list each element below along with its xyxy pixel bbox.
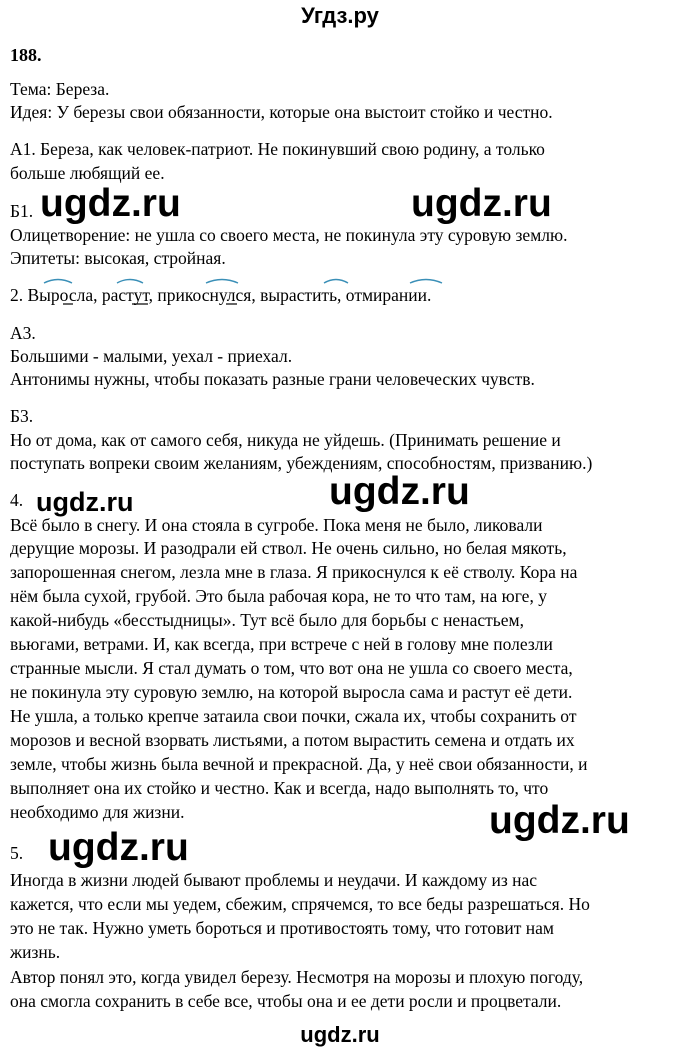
watermark: ugdz.ru bbox=[411, 182, 552, 225]
root-arc-mark bbox=[44, 280, 72, 284]
answer-b1-line: Эпитеты: высокая, стройная. bbox=[10, 248, 226, 268]
answer-a3-line: Большими - малыми, уехал - приехал. bbox=[10, 346, 293, 366]
answer-5-line: она смогла сохранить в себе все, чтобы она и ее дети росли и процветали. bbox=[10, 991, 562, 1011]
answer-4-line: необходимо для жизни. bbox=[10, 802, 185, 822]
root-arc-mark bbox=[117, 280, 143, 284]
answer-4-line: дерущие морозы. И разодрали ей ствол. Не очень сильно, но белая мякоть, bbox=[10, 538, 567, 558]
watermark: ugdz.ru bbox=[36, 487, 134, 517]
answer-4-line: Всё было в снегу. И она стояла в сугробе. Пока меня не было, ликовали bbox=[10, 515, 543, 535]
answer-b1-line: Олицетворение: не ушла со своего места, не покинула эту суровую землю. bbox=[10, 225, 568, 245]
answer-a1-line: больше любящий ее. bbox=[10, 163, 165, 183]
answer-5-line: это не так. Нужно уметь бороться и противостоять тому, что готовит нам bbox=[10, 918, 554, 938]
answer-4-line: странные мысли. Я стал думать о том, что вот она не ушла со своего места, bbox=[10, 658, 573, 678]
answer-4-line: Не ушла, а только крепче затаила свои почки, сжала их, чтобы сохранить от bbox=[10, 706, 577, 726]
answer-2-line: 2. Выросла, растут, прикоснулся, вырастить, отмирании. bbox=[10, 285, 432, 305]
answer-a3-line: Антонимы нужны, чтобы показать разные грани человеческих чувств. bbox=[10, 369, 535, 389]
answer-4-line: запорошенная снегом, лезла мне в глаза. Я прикоснулся к её стволу. Кора на bbox=[10, 562, 578, 582]
answer-4-line: выполняет она их стойко и честно. Как и всегда, надо выполнять то, что bbox=[10, 778, 549, 798]
answer-5-line: кажется, что если мы уедем, сбежим, спрячемся, то все беды разрешаться. Но bbox=[10, 894, 590, 914]
footer-watermark: ugdz.ru bbox=[300, 1022, 380, 1047]
answer-b3-label: Б3. bbox=[10, 406, 34, 426]
root-arc-mark bbox=[324, 280, 348, 284]
topic-line: Тема: Береза. bbox=[10, 79, 110, 99]
idea-line: Идея: У березы свои обязанности, которые она выстоит стойко и честно. bbox=[10, 102, 553, 122]
answer-4-line: какой-нибудь «бесстыдницы». Тут всё было для борьбы с ненастьем, bbox=[10, 610, 524, 630]
watermark: ugdz.ru bbox=[40, 182, 181, 225]
watermark: ugdz.ru bbox=[329, 470, 470, 513]
root-arc-mark bbox=[410, 280, 442, 284]
answer-5-line: Автор понял это, когда увидел березу. Несмотря на морозы и плохую погоду, bbox=[10, 967, 584, 987]
answer-a3-label: А3. bbox=[10, 323, 36, 343]
answer-b3-line: Но от дома, как от самого себя, никуда не уйдешь. (Принимать решение и bbox=[10, 430, 561, 450]
watermark: ugdz.ru bbox=[48, 826, 189, 869]
answer-5-line: жизнь. bbox=[10, 942, 61, 962]
watermark: ugdz.ru bbox=[489, 799, 630, 842]
task-number: 188. bbox=[10, 45, 42, 65]
answer-4-label: 4. bbox=[10, 490, 24, 510]
answer-4-line: нём была сухой, грубой. Это была рабочая кора, не то что там, на юге, у bbox=[10, 586, 547, 606]
answer-b1-label: Б1. bbox=[10, 201, 34, 221]
answer-4-line: земле, чтобы жизнь была вечной и прекрасной. Да, у неё свои обязанности, и bbox=[10, 754, 588, 774]
answer-a1-line: А1. Береза, как человек-патриот. Не покинувший свою родину, а только bbox=[10, 139, 545, 159]
answer-4-line: морозов и весной взорвать листьями, а потом вырастить семена и отдать их bbox=[10, 730, 575, 750]
answer-4-line: не покинула эту суровую землю, на которой выросла сама и растут её дети. bbox=[10, 682, 573, 702]
answer-5-line: Иногда в жизни людей бывают проблемы и неудачи. И каждому из нас bbox=[10, 870, 538, 890]
root-arc-mark bbox=[206, 280, 238, 284]
site-title: Угдз.ру bbox=[301, 3, 379, 28]
answer-5-label: 5. bbox=[10, 843, 24, 863]
answer-4-line: вьюгами, ветрами. И, как всегда, при встрече с ней в голову мне полезли bbox=[10, 634, 553, 654]
answer-b3-line: поступать вопреки своим желаниям, убеждениям, способностям, призванию.) bbox=[10, 453, 593, 473]
